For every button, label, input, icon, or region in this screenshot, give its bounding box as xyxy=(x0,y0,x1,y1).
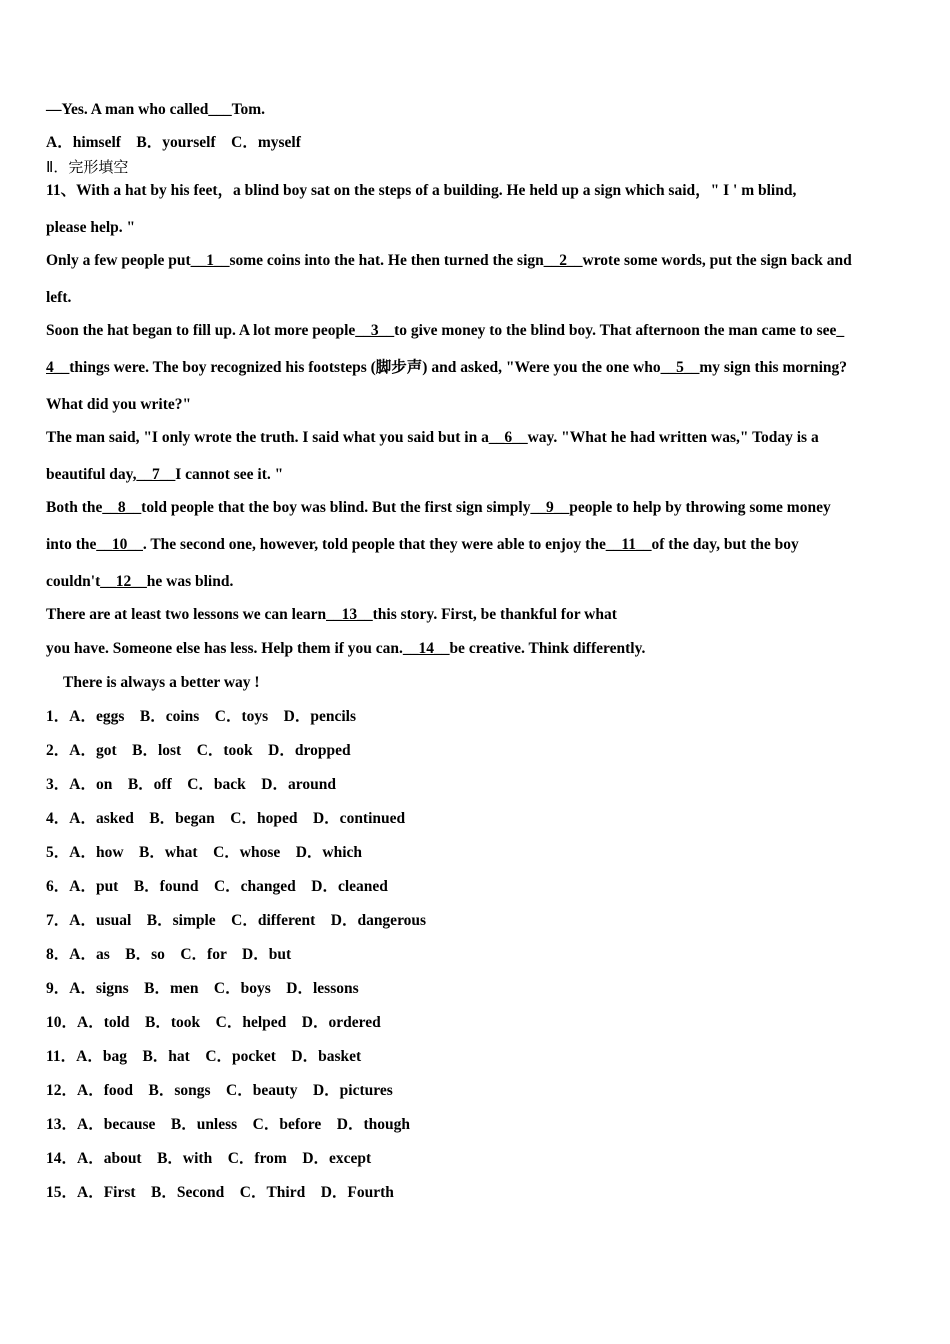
option-row: 7．A．usual B．simple C．different D．dangerous xyxy=(46,912,427,929)
document-page xyxy=(46,100,908,1203)
passage-line: beautiful day,__7__I cannot see it. " xyxy=(46,466,284,483)
blank-4: 4__ xyxy=(46,359,70,376)
blank-8: __8__ xyxy=(102,499,142,516)
option-row: 8．A．as B．so C．for D．but xyxy=(46,946,292,963)
option-row: 2．A．got B．lost C．took D．dropped xyxy=(46,742,351,759)
options-list xyxy=(46,707,908,1203)
option-row: 13．A．because B．unless C．before D．though xyxy=(46,1116,410,1133)
passage-line: Both the__8__told people that the boy was blind. But the first sign simply__9__people to help by throwing some money xyxy=(46,499,831,516)
option-row: 14．A．about B．with C．from D．except xyxy=(46,1150,372,1167)
blank-1: __1__ xyxy=(190,252,230,269)
blank-11: __11__ xyxy=(605,536,652,553)
option-row: 12．A．food B．songs C．beauty D．pictures xyxy=(46,1082,393,1099)
blank-13: __13__ xyxy=(326,606,373,623)
q10-stem-text: —Yes. A man who called xyxy=(46,101,209,118)
q10-stem-end: Tom. xyxy=(231,101,266,118)
passage-line: There is always a better way ! xyxy=(63,674,260,691)
passage-line: 4__things were. The boy recognized his footsteps (脚步声) and asked, "Were you the one who__5__my sign this morning? xyxy=(46,359,848,376)
blank-4-start: _ xyxy=(836,322,845,339)
blank-12: __12__ xyxy=(100,573,147,590)
q10-blank: ___ xyxy=(208,101,232,118)
passage-line: What did you write?" xyxy=(46,396,192,413)
blank-7: __7__ xyxy=(136,466,176,483)
q10-stem xyxy=(46,100,908,120)
passage-line: The man said, "I only wrote the truth. I said what you said but in a__6__way. "What he had written was," Today is a xyxy=(46,429,819,446)
blank-2: __2__ xyxy=(543,252,583,269)
option-row: 5．A．how B．what C．whose D．which xyxy=(46,844,363,861)
q10-options: A．himself B．yourself C．myself xyxy=(46,134,301,151)
option-row: 4．A．asked B．began C．hoped D．continued xyxy=(46,810,406,827)
passage-line: left. xyxy=(46,289,72,306)
passage-line: please help. " xyxy=(46,219,136,236)
passage-line: you have. Someone else has less. Help them if you can.__14__be creative. Think differently. xyxy=(46,640,646,657)
section-title: Ⅱ．完形填空 xyxy=(46,158,129,176)
passage-line: Only a few people put__1__some coins into the hat. He then turned the sign__2__wrote some words, put the sign back and xyxy=(46,252,852,269)
option-row: 9．A．signs B．men C．boys D．lessons xyxy=(46,980,359,997)
blank-5: __5__ xyxy=(660,359,700,376)
passage-line: There are at least two lessons we can learn__13__this story. First, be thankful for what xyxy=(46,606,617,623)
blank-6: __6__ xyxy=(488,429,528,446)
option-row: 11．A．bag B．hat C．pocket D．basket xyxy=(46,1048,362,1065)
option-row: 1．A．eggs B．coins C．toys D．pencils xyxy=(46,708,357,725)
blank-10: __10__ xyxy=(96,536,143,553)
passage-line: into the__10__. The second one, however, told people that they were able to enjoy the__11__of the day, but the boy xyxy=(46,536,799,553)
blank-9: __9__ xyxy=(530,499,570,516)
option-row: 15．A．First B．Second C．Third D．Fourth xyxy=(46,1184,394,1201)
blank-14: __14__ xyxy=(402,640,450,657)
passage-line: Soon the hat began to fill up. A lot more people__3__to give money to the blind boy. That afternoon the man came to see_ xyxy=(46,322,845,339)
passage-line: 11、With a hat by his feet，a blind boy sat on the steps of a building. He held up a sign which said，" I ' m blind, xyxy=(46,182,797,199)
passage-line: couldn't__12__he was blind. xyxy=(46,573,234,590)
option-row: 6．A．put B．found C．changed D．cleaned xyxy=(46,878,388,895)
blank-3: __3__ xyxy=(355,322,395,339)
option-row: 10．A．told B．took C．helped D．ordered xyxy=(46,1014,381,1031)
option-row: 3．A．on B．off C．back D．around xyxy=(46,776,336,793)
